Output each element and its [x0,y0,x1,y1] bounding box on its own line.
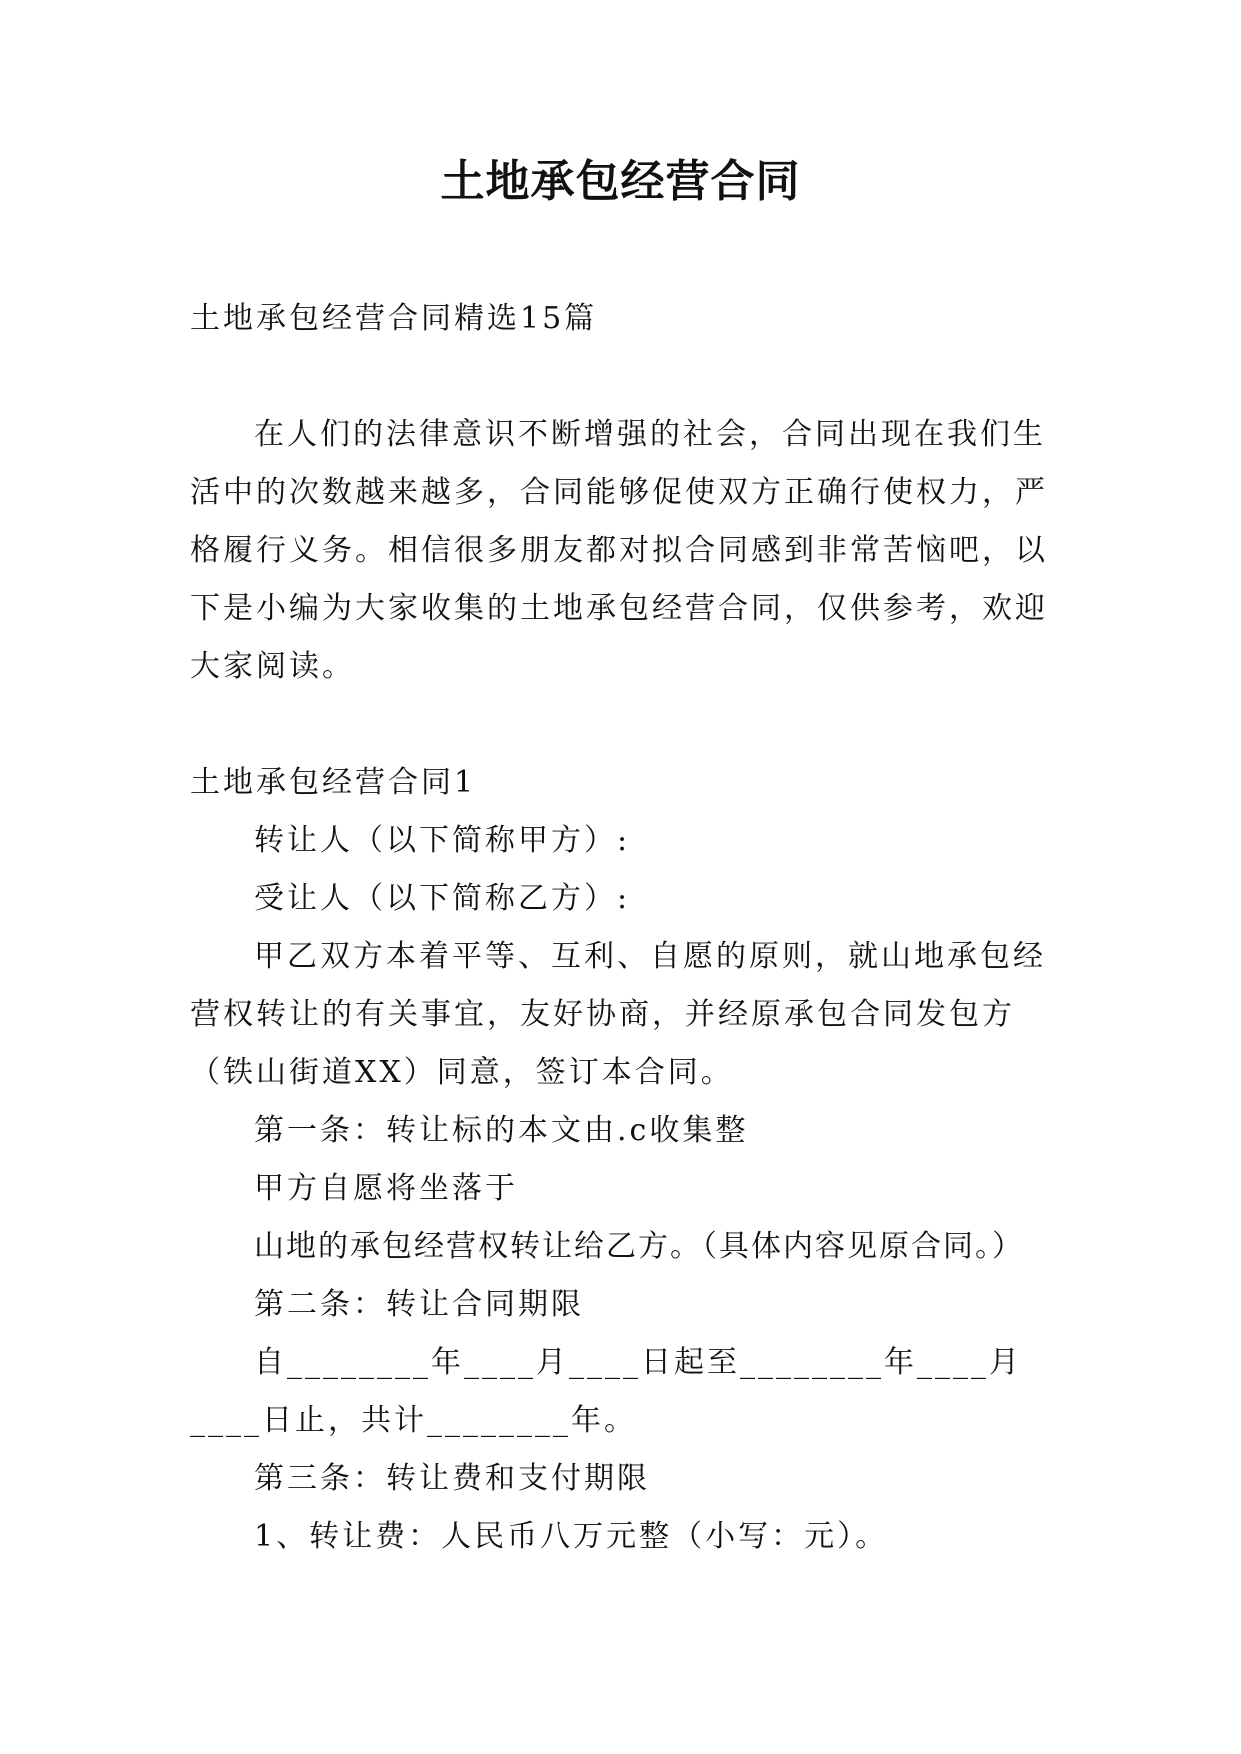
article-three-heading: 第三条：转让费和支付期限 [254,1461,650,1496]
section-heading: 土地承包经营合同1 [190,765,477,800]
transferee-line: 受让人（以下简称乙方）: [254,881,631,916]
transferor-line: 转让人（以下简称甲方）: [254,823,631,858]
article-one-heading: 第一条：转让标的本文由.c收集整 [254,1113,749,1148]
intro-paragraph: 在人们的法律意识不断增强的社会，合同出现在我们生活中的次数越来越多，合同能够促使双方正确行使权力，严格履行义务。相信很多朋友都对拟合同感到非常苦恼吧，以下是小编为大家收集的土地承包经营合同，仅供参考，欢迎大家阅读。 [190,417,1048,684]
article-two-heading: 第二条：转让合同期限 [254,1287,584,1322]
transfer-content-line: 山地的承包经营权转让给乙方。（具体内容见原合同。） [254,1229,1024,1264]
fee-line: 1、转让费：人民币八万元整（小写：元）。 [254,1519,889,1554]
document-subtitle: 土地承包经营合同精选15篇 [190,301,598,336]
term-paragraph: 自________年____月____日起至________年____月____日止，共计________年。 [190,1345,1022,1438]
document-body [190,290,1060,1566]
agreement-paragraph: 甲乙双方本着平等、互利、自愿的原则，就山地承包经营权转让的有关事宜，友好协商，并经原承包合同发包方（铁山街道XX）同意，签订本合同。 [190,939,1046,1090]
document-title: 土地承包经营合同 [440,156,801,207]
location-line: 甲方自愿将坐落于 [254,1171,518,1206]
